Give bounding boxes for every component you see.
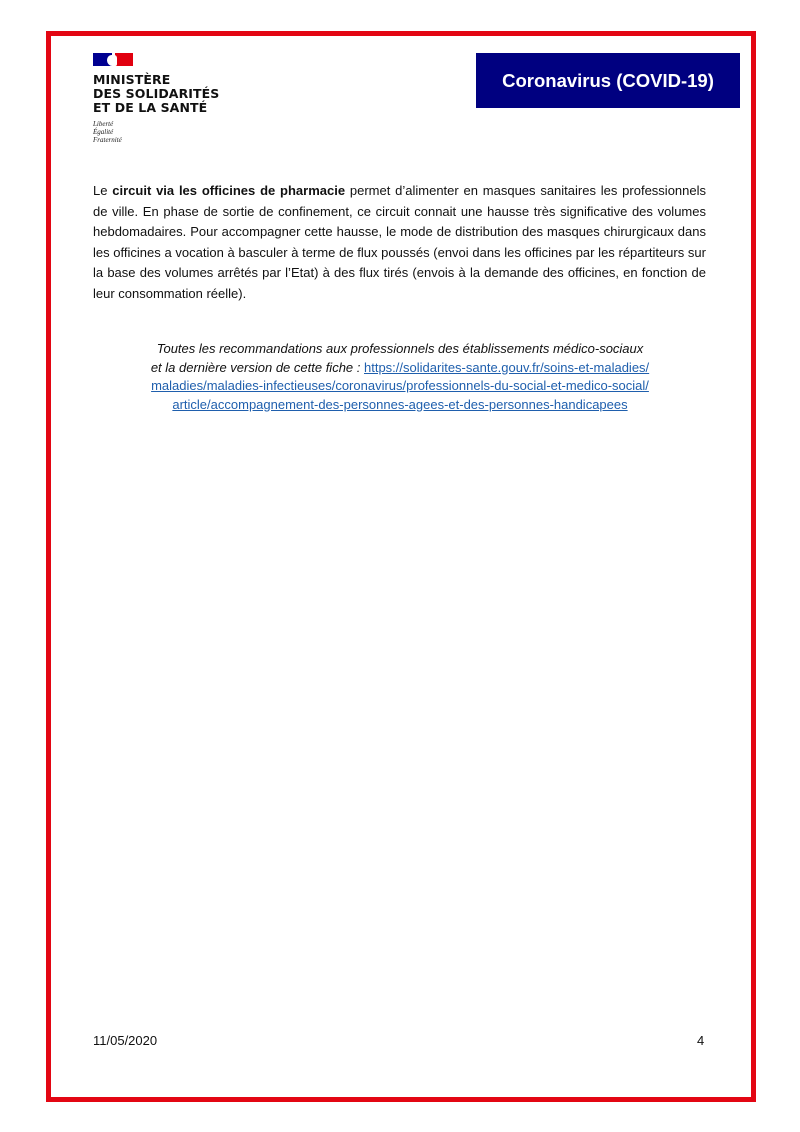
motto-line: Égalité [93,128,114,136]
ministry-line: DES SOLIDARITÉS [93,86,220,101]
page-number: 4 [697,1033,705,1048]
republic-motto [93,120,219,144]
paragraph-lead: Le [93,183,113,198]
covid-banner [476,53,740,108]
paragraph-bold: circuit via les officines de pharmacie [112,183,346,198]
ministry-logo [93,53,219,144]
footer-date: 11/05/2020 [93,1033,158,1048]
recommendations-link[interactable]: https://solidarites-sante.gouv.fr/soins-et-maladies/maladies/maladies-infectieuses/coronavirus/professionnels-du-social-et-medico-social/article/accompagnement-des-personnes-agees-et-des-personnes-handicapees [151,359,650,412]
ministry-line: MINISTÈRE [93,72,171,87]
recommendations-note [150,340,650,414]
motto-line: Liberté [93,120,114,128]
marianne-flag-icon [93,53,135,67]
paragraph-rest: permet d’alimenter en masques sanitaires les professionnels de ville. En phase de sortie de confinement, ce circuit connait une hausse très significative des volumes hebdomadaires. Pour accompagner cette hausse, le mode de distribution des masques chirurgicaux dans les officines a vocation à basculer à terme de flux poussés (envoi dans les officines par les répartiteurs sur la base des volumes arrêtés par l’Etat) à des flux tirés (envois à la demande des officines, en fonction de leur consommation réelle). [93,183,707,301]
motto-line: Fraternité [93,136,122,144]
banner-title: Coronavirus (COVID-19) [502,69,714,91]
pharmacy-circuit-paragraph [93,181,706,304]
note-text: Toutes les recommandations aux professionnels des établissements médico-sociaux et la dernière version de cette fiche : [150,341,644,375]
ministry-name [93,73,219,115]
ministry-line: ET DE LA SANTÉ [93,100,208,115]
